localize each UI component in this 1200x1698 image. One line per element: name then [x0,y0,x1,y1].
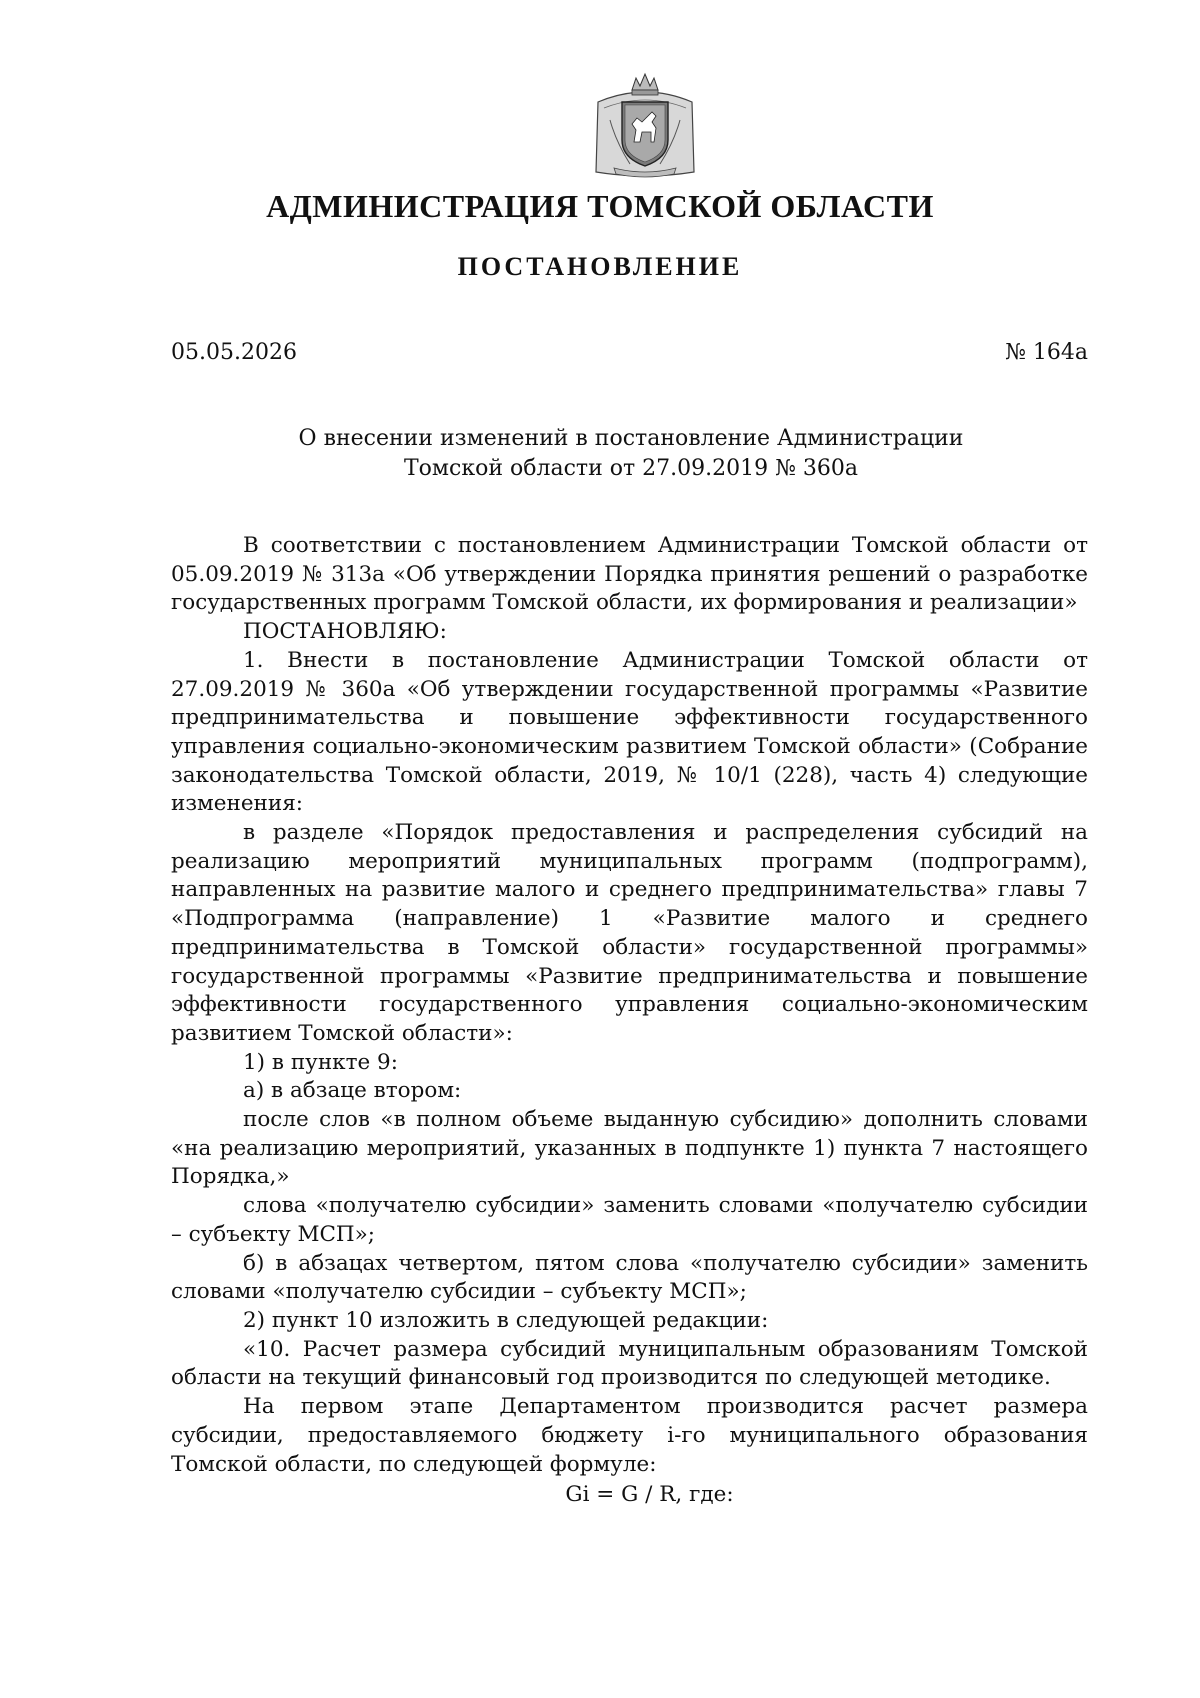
paragraph-item-1: 1. Внести в постановление Администрации Томской области от 27.09.2019 № 360а «Об утверждении государственной программы «Развитие предпринимательства и повышение эффективности государственного управления социально-экономическим развитием Томской области» (Собрание законодательства Томской области, 2019, № 10/1 (228), часть 4) следующие изменения: [171,647,1088,817]
subject-line-2: Томской области от 27.09.2019 № 360а [403,456,859,481]
coat-of-arms-icon [590,72,700,180]
paragraph-point-10: «10. Расчет размера субсидий муниципальным образованиям Томской области на текущий финансовый год производится по следующей методике. [171,1336,1088,1391]
subject-line-1: О внесении изменений в постановление Администрации [298,426,964,451]
paragraph-subitem-b: б) в абзацах четвертом, пятом слова «получателю субсидии» заменить словами «получателю субсидии – субъекту МСП»; [171,1250,1088,1305]
paragraph-first-stage: На первом этапе Департаментом производится расчет размера субсидии, предоставляемого бюджету i-го муниципального образования Томской области, по следующей формуле: [171,1394,1088,1477]
paragraph-subitem-1: 1) в пункте 9: [243,1049,398,1075]
document-number: № 164а [1005,340,1088,365]
tomsk-coat-of-arms-icon [590,72,700,180]
paragraph-preamble: В соответствии с постановлением Администрации Томской области от 05.09.2019 № 313а «Об утверждении Порядка принятия решений о разработке государственных программ Томской области, их формирования и реализации» [171,533,1088,616]
document-type-title: ПОСТАНОВЛЕНИЕ [457,252,743,281]
document-date: 05.05.2026 [171,340,297,365]
paragraph-subitem-2: 2) пункт 10 изложить в следующей редакции: [243,1307,769,1333]
paragraph-amendment-2: слова «получателю субсидии» заменить словами «получателю субсидии – субъекту МСП»; [171,1193,1088,1247]
document-body [171,532,1088,1510]
paragraph-subitem-a: а) в абзаце втором: [243,1078,462,1104]
document-subject [171,424,1091,484]
organization-title: АДМИНИСТРАЦИЯ ТОМСКОЙ ОБЛАСТИ [266,188,934,224]
paragraph-resolve: ПОСТАНОВЛЯЮ: [243,619,447,645]
paragraph-section: в разделе «Порядок предоставления и распределения субсидий на реализацию мероприятий муниципальных программ (подпрограмм), направленных на развитие малого и среднего предпринимательства» главы 7 «Подпрограмма (направление) 1 «Развитие малого и среднего предпринимательства в Томской области» государственной программы» государственной программы «Развитие предпринимательства и повышение эффективности государственного управления социально-экономическим развитием Томской области»: [171,820,1088,1046]
paragraph-amendment-1: после слов «в полном объеме выданную субсидию» дополнить словами «на реализацию мероприятий, указанных в подпункте 1) пункта 7 настоящего Порядка,» [171,1107,1088,1190]
formula: Gi = G / R, где: [565,1482,734,1508]
